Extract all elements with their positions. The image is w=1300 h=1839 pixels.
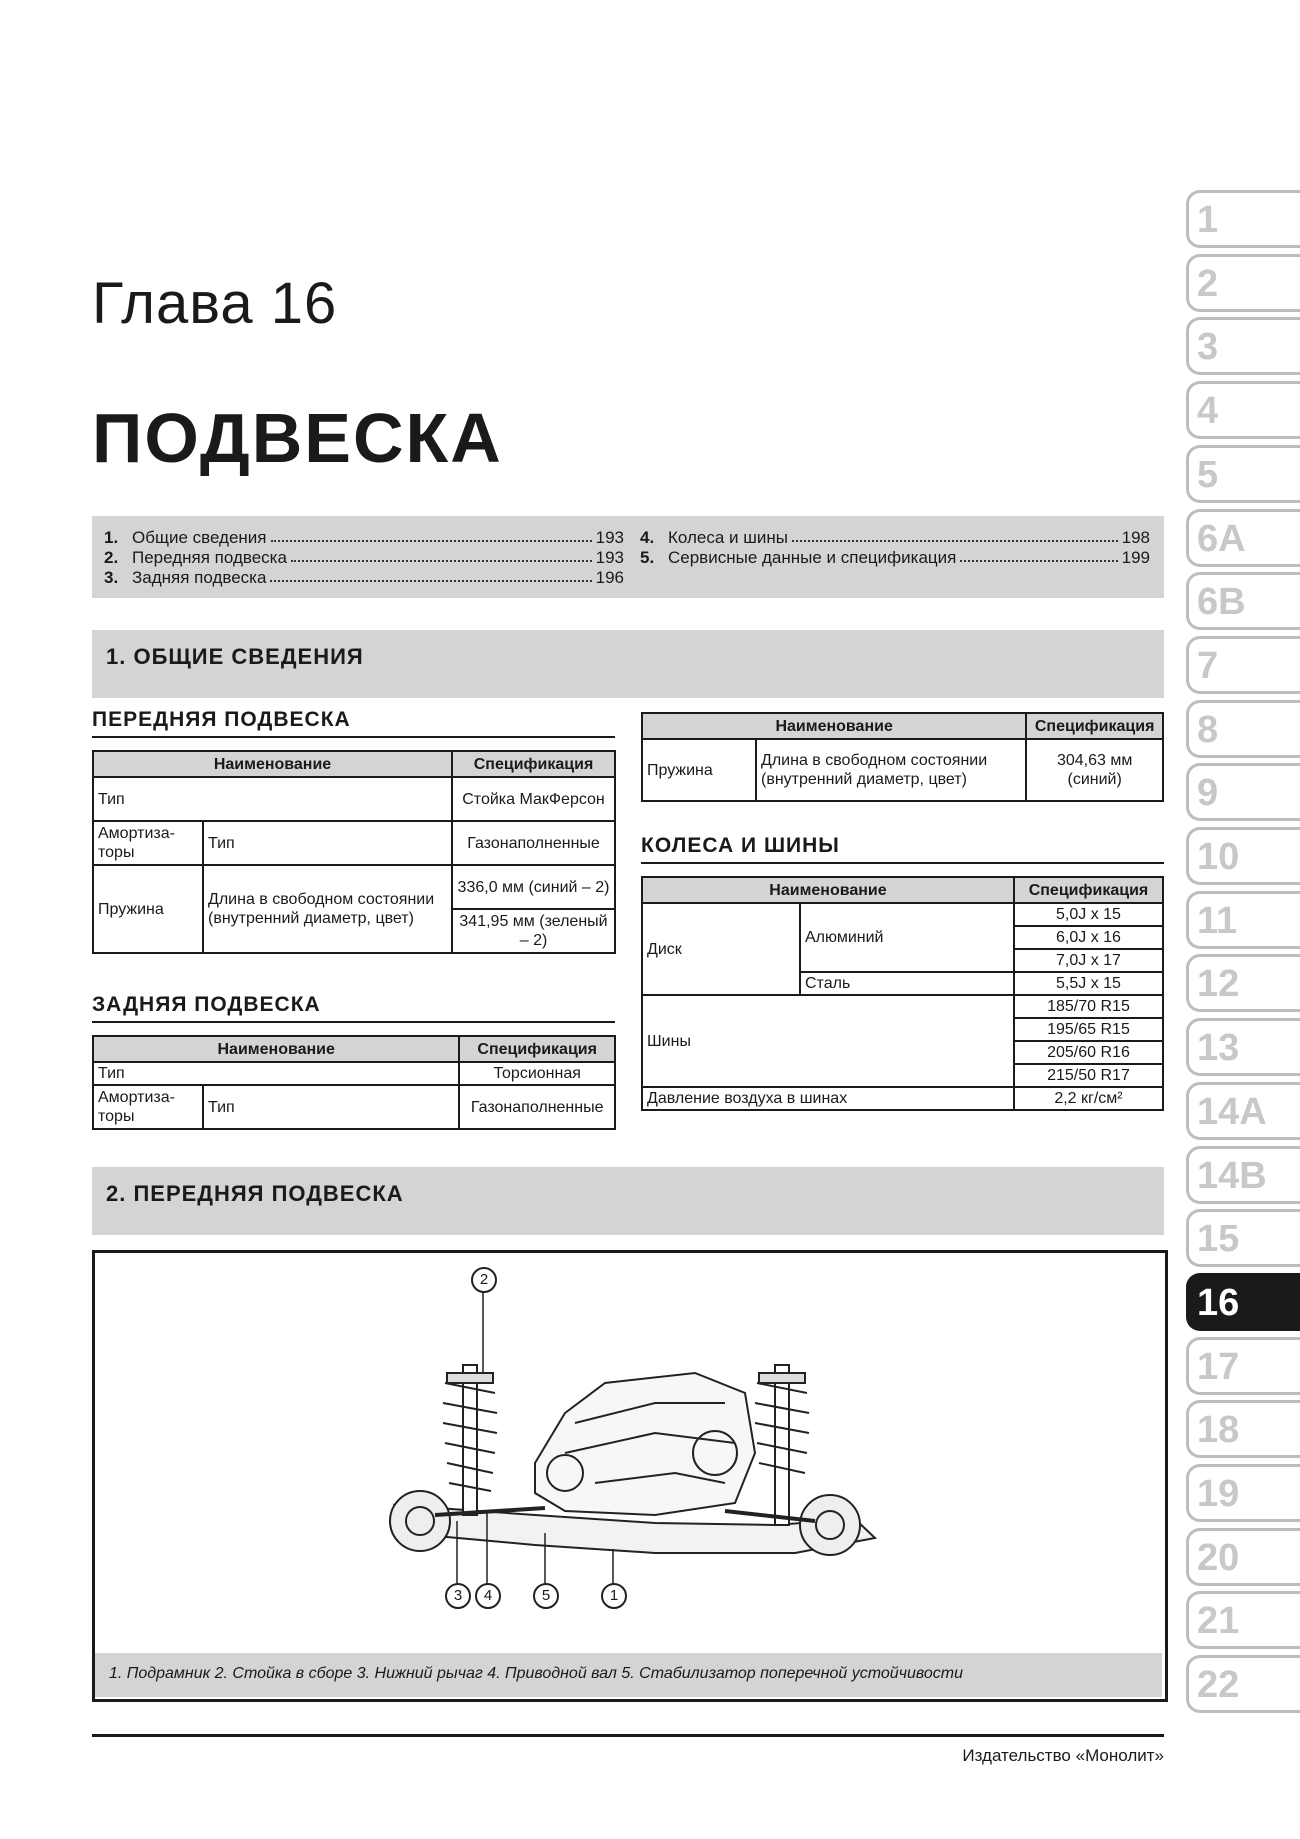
chapter-tab-label: 14A xyxy=(1197,1091,1267,1133)
table-row xyxy=(642,995,1163,1018)
section-heading-front-suspension xyxy=(92,1167,1164,1235)
cell: Амортиза-торы xyxy=(93,821,203,865)
cell: Газонаполненные xyxy=(452,821,615,865)
chapter-tab-14b[interactable] xyxy=(1186,1146,1300,1204)
chapter-tab-label: 15 xyxy=(1197,1218,1240,1260)
cell: Пружина xyxy=(642,739,756,801)
chapter-tab-15[interactable] xyxy=(1186,1209,1300,1267)
chapter-tab-label: 12 xyxy=(1197,963,1240,1005)
figure-caption xyxy=(95,1653,1162,1697)
page-title: ПОДВЕСКА xyxy=(92,399,503,477)
chapter-tab-label: 7 xyxy=(1197,645,1219,687)
chapter-tab-label: 22 xyxy=(1197,1664,1240,1706)
toc-number: 5. xyxy=(640,548,655,567)
wheels-tires-heading: КОЛЕСА И ШИНЫ xyxy=(641,834,1164,864)
toc-leader xyxy=(792,530,1118,542)
table-of-contents xyxy=(92,516,1164,598)
toc-entry[interactable] xyxy=(104,568,624,588)
chapter-tab-6b[interactable] xyxy=(1186,572,1300,630)
chapter-tab-12[interactable] xyxy=(1186,954,1300,1012)
chapter-tab-label: 9 xyxy=(1197,772,1219,814)
rear-suspension-table xyxy=(92,1035,616,1130)
table-row xyxy=(642,903,1163,926)
cell: Стойка МакФерсон xyxy=(452,777,615,821)
cell: 215/50 R17 xyxy=(1014,1064,1163,1087)
table-header-row xyxy=(642,877,1163,903)
toc-page: 193 xyxy=(595,528,624,547)
chapter-tab-label: 19 xyxy=(1197,1473,1240,1515)
footer-rule xyxy=(92,1734,1164,1737)
callout-2: 2 xyxy=(471,1267,497,1293)
toc-label: Передняя подвеска xyxy=(132,548,287,567)
chapter-tab-7[interactable] xyxy=(1186,636,1300,694)
cell: 6,0J x 16 xyxy=(1014,926,1163,949)
chapter-tab-1[interactable] xyxy=(1186,190,1300,248)
toc-entry[interactable] xyxy=(640,528,1150,548)
column-header: Наименование xyxy=(93,1036,459,1062)
caption-text: 1. Подрамник 2. Стойка в сборе 3. Нижний рычаг 4. Приводной вал 5. Стабилизатор поперечной устойчивости xyxy=(109,1665,963,1682)
chapter-tab-20[interactable] xyxy=(1186,1528,1300,1586)
cell: Алюминий xyxy=(800,903,1014,972)
chapter-tab-8[interactable] xyxy=(1186,700,1300,758)
toc-label: Задняя подвеска xyxy=(132,568,267,587)
chapter-tab-10[interactable] xyxy=(1186,827,1300,885)
cell: 7,0J x 17 xyxy=(1014,949,1163,972)
publisher-name: Издательство «Монолит» xyxy=(962,1746,1164,1765)
chapter-tab-label: 21 xyxy=(1197,1600,1240,1642)
suspension-figure xyxy=(92,1250,1168,1702)
table-row xyxy=(93,1085,615,1129)
toc-leader xyxy=(270,570,591,582)
toc-label: Сервисные данные и спецификация xyxy=(668,548,957,567)
chapter-tab-label: 14B xyxy=(1197,1155,1267,1197)
chapter-tab-label: 5 xyxy=(1197,454,1219,496)
front-suspension-heading: ПЕРЕДНЯЯ ПОДВЕСКА xyxy=(92,708,615,738)
cell: Тип xyxy=(93,777,452,821)
toc-entry[interactable] xyxy=(104,528,624,548)
cell: 341,95 мм (зеленый – 2) xyxy=(452,909,615,953)
chapter-tab-label: 13 xyxy=(1197,1027,1240,1069)
table-header-row xyxy=(642,713,1163,739)
cell: 304,63 мм (синий) xyxy=(1026,739,1163,801)
table-header-row xyxy=(93,751,615,777)
chapter-tab-3[interactable] xyxy=(1186,317,1300,375)
suspension-illustration xyxy=(95,1253,1165,1653)
toc-number: 3. xyxy=(104,568,119,587)
cell: 5,0J x 15 xyxy=(1014,903,1163,926)
rear-suspension-heading: ЗАДНЯЯ ПОДВЕСКА xyxy=(92,993,615,1023)
chapter-tab-label: 1 xyxy=(1197,199,1219,241)
rear-spring-table xyxy=(641,712,1164,802)
toc-page: 198 xyxy=(1121,528,1150,547)
callout-1: 1 xyxy=(601,1583,627,1609)
table-row xyxy=(93,777,615,821)
section-heading-general xyxy=(92,630,1164,698)
chapter-tab-17[interactable] xyxy=(1186,1337,1300,1395)
section-title: 2. ПЕРЕДНЯЯ ПОДВЕСКА xyxy=(106,1181,404,1206)
column-header: Спецификация xyxy=(1026,713,1163,739)
chapter-tab-22[interactable] xyxy=(1186,1655,1300,1713)
chapter-tab-label: 17 xyxy=(1197,1346,1240,1388)
chapter-tab-label: 11 xyxy=(1197,900,1238,942)
toc-page: 196 xyxy=(595,568,624,587)
toc-number: 1. xyxy=(104,528,119,547)
toc-left-column xyxy=(104,528,624,588)
chapter-tab-label: 6B xyxy=(1197,581,1246,623)
chapter-tab-label: 18 xyxy=(1197,1409,1240,1451)
toc-leader xyxy=(291,550,592,562)
cell: Тип xyxy=(93,1062,459,1085)
chapter-tab-14a[interactable] xyxy=(1186,1082,1300,1140)
cell: 205/60 R16 xyxy=(1014,1041,1163,1064)
cell: Тип xyxy=(203,1085,459,1129)
toc-label: Общие сведения xyxy=(132,528,267,547)
toc-number: 4. xyxy=(640,528,655,547)
toc-label: Колеса и шины xyxy=(668,528,788,547)
toc-leader xyxy=(271,530,592,542)
toc-number: 2. xyxy=(104,548,119,567)
wheels-tires-table xyxy=(641,876,1164,1111)
chapter-tab-label: 16 xyxy=(1197,1282,1240,1324)
table-row xyxy=(642,739,1163,801)
chapter-tab-label: 10 xyxy=(1197,836,1240,878)
chapter-tab-label: 4 xyxy=(1197,390,1219,432)
chapter-tab-9[interactable] xyxy=(1186,763,1300,821)
front-suspension-table xyxy=(92,750,616,954)
table-row xyxy=(93,821,615,865)
chapter-tab-label: 2 xyxy=(1197,263,1219,305)
toc-leader xyxy=(960,550,1117,562)
cell: Длина в свободном состоянии (внутренний диаметр, цвет) xyxy=(203,865,452,953)
cell: Шины xyxy=(642,995,1014,1087)
callout-4: 4 xyxy=(475,1583,501,1609)
column-header: Наименование xyxy=(642,713,1026,739)
chapter-tab-label: 6A xyxy=(1197,518,1246,560)
chapter-tab-13[interactable] xyxy=(1186,1018,1300,1076)
column-header: Наименование xyxy=(642,877,1014,903)
column-header: Спецификация xyxy=(1014,877,1163,903)
cell: Пружина xyxy=(93,865,203,953)
chapter-tab-label: 8 xyxy=(1197,709,1219,751)
cell: Газонаполненные xyxy=(459,1085,615,1129)
cell: Амортиза-торы xyxy=(93,1085,203,1129)
cell: 195/65 R15 xyxy=(1014,1018,1163,1041)
chapter-tab-19[interactable] xyxy=(1186,1464,1300,1522)
chapter-tab-21[interactable] xyxy=(1186,1591,1300,1649)
callout-5: 5 xyxy=(533,1583,559,1609)
column-header: Спецификация xyxy=(452,751,615,777)
cell: 2,2 кг/см² xyxy=(1014,1087,1163,1110)
toc-entry[interactable] xyxy=(104,548,624,568)
cell: 185/70 R15 xyxy=(1014,995,1163,1018)
chapter-tab-2[interactable] xyxy=(1186,254,1300,312)
cell: 336,0 мм (синий – 2) xyxy=(452,865,615,909)
chapter-tab-5[interactable] xyxy=(1186,445,1300,503)
chapter-label: Глава 16 xyxy=(92,271,338,336)
column-header: Спецификация xyxy=(459,1036,615,1062)
toc-entry[interactable] xyxy=(640,548,1150,568)
table-row xyxy=(642,1087,1163,1110)
chapter-tab-6a[interactable] xyxy=(1186,509,1300,567)
cell: Диск xyxy=(642,903,800,995)
chapter-tab-label: 3 xyxy=(1197,326,1219,368)
engine-shape xyxy=(535,1373,755,1515)
table-header-row xyxy=(93,1036,615,1062)
cell: Длина в свободном состоянии (внутренний диаметр, цвет) xyxy=(756,739,1026,801)
toc-right-column xyxy=(640,528,1150,568)
cell: Сталь xyxy=(800,972,1014,995)
chapter-tab-11[interactable] xyxy=(1186,891,1300,949)
cell: Торсионная xyxy=(459,1062,615,1085)
toc-page: 193 xyxy=(595,548,624,567)
table-row xyxy=(93,1062,615,1085)
column-header: Наименование xyxy=(93,751,452,777)
cell: Тип xyxy=(203,821,452,865)
callout-3: 3 xyxy=(445,1583,471,1609)
cell: Давление воздуха в шинах xyxy=(642,1087,1014,1110)
section-title: 1. ОБЩИЕ СВЕДЕНИЯ xyxy=(106,644,364,669)
table-row xyxy=(93,865,615,909)
chapter-tab-4[interactable] xyxy=(1186,381,1300,439)
toc-page: 199 xyxy=(1121,548,1150,567)
chapter-tab-label: 20 xyxy=(1197,1537,1240,1579)
cell: 5,5J x 15 xyxy=(1014,972,1163,995)
chapter-tab-16[interactable] xyxy=(1186,1273,1300,1331)
chapter-tab-18[interactable] xyxy=(1186,1400,1300,1458)
